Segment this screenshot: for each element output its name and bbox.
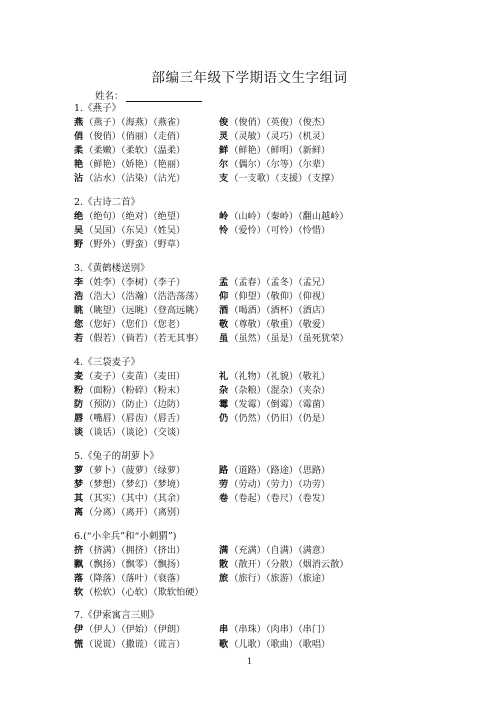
word-row bbox=[74, 276, 434, 290]
word-group: （嘴唇）（唇齿）（唇舌） bbox=[84, 413, 186, 424]
word-row bbox=[74, 224, 434, 238]
word-group: （预防）（防止）（边防） bbox=[84, 398, 186, 410]
word-group: （俊俏）（俏丽）（走俏） bbox=[84, 131, 186, 143]
word-group: （灵敏）（灵巧）（机灵） bbox=[229, 131, 331, 143]
character: 挤 bbox=[74, 544, 84, 556]
word-entry bbox=[74, 276, 219, 290]
character: 敬 bbox=[219, 319, 229, 331]
character: 劳 bbox=[219, 478, 229, 490]
lesson-heading: 5.《兔子的胡萝卜》 bbox=[74, 450, 160, 462]
lesson-heading: 4.《三袋麦子》 bbox=[74, 356, 141, 368]
character: 俊 bbox=[219, 117, 229, 128]
word-row bbox=[74, 210, 434, 224]
word-row bbox=[74, 158, 434, 172]
word-row bbox=[74, 586, 434, 600]
character: 路 bbox=[219, 464, 229, 476]
word-entry bbox=[74, 623, 219, 637]
word-group: （降落）（落叶）（衰落） bbox=[84, 572, 186, 584]
word-entry bbox=[74, 130, 219, 144]
lesson-heading: 3.《黄鹤楼送别》 bbox=[74, 262, 150, 274]
word-group: （劳动）（劳力）（功劳） bbox=[229, 478, 331, 490]
word-entry bbox=[219, 290, 364, 304]
word-group: （山岭）（秦岭）（翻山越岭） bbox=[229, 210, 349, 222]
name-blank-line bbox=[126, 92, 202, 102]
word-row bbox=[74, 558, 434, 572]
word-group: （虽然）（虽是）（虽死犹荣） bbox=[229, 333, 349, 345]
character: 浩 bbox=[74, 290, 84, 302]
lesson-section bbox=[74, 102, 434, 186]
word-entry bbox=[74, 238, 219, 252]
character: 怜 bbox=[219, 225, 229, 237]
word-group: （鲜艳）（娇艳）（艳丽） bbox=[84, 159, 186, 171]
character: 粉 bbox=[74, 384, 84, 396]
word-entry bbox=[219, 224, 364, 238]
word-row bbox=[74, 464, 434, 478]
word-entry bbox=[74, 172, 219, 186]
character: 霉 bbox=[219, 398, 229, 410]
word-group: （野外）（野蛮）（野草） bbox=[84, 239, 186, 251]
word-group: （卷起）（卷尺）（卷发） bbox=[229, 492, 331, 504]
character: 软 bbox=[74, 586, 84, 598]
word-entry bbox=[74, 290, 219, 304]
character: 虽 bbox=[219, 333, 229, 345]
lesson-heading: 6.(“小伞兵”和“小刺猬”) bbox=[74, 530, 177, 542]
lesson-section bbox=[74, 356, 434, 440]
word-group: （燕子）（海燕）（燕雀） bbox=[84, 117, 186, 128]
word-row bbox=[74, 318, 434, 332]
word-row bbox=[74, 623, 434, 637]
word-group: （假若）（倘若）（若无其事） bbox=[84, 333, 204, 345]
word-entry bbox=[219, 238, 364, 252]
word-entry bbox=[74, 464, 219, 478]
lesson-section bbox=[74, 262, 434, 346]
word-group: （旅行）（旅游）（旅途） bbox=[229, 572, 331, 584]
word-entry bbox=[74, 304, 219, 318]
word-group: （杂粮）（混杂）（夹杂） bbox=[229, 384, 331, 396]
word-entry bbox=[219, 572, 364, 586]
word-group: （孟春）（孟冬）（孟兄） bbox=[229, 276, 331, 288]
word-row bbox=[74, 398, 434, 412]
word-entry bbox=[219, 304, 364, 318]
character: 礼 bbox=[219, 370, 229, 382]
word-group: （礼物）（礼貌）（敬礼） bbox=[229, 370, 331, 382]
name-field-row bbox=[95, 88, 202, 102]
word-entry bbox=[74, 506, 219, 520]
word-entry bbox=[219, 586, 364, 600]
word-row bbox=[74, 384, 434, 398]
word-entry bbox=[74, 158, 219, 172]
word-row bbox=[74, 172, 434, 186]
character: 满 bbox=[219, 544, 229, 556]
word-entry bbox=[219, 464, 364, 478]
word-group: （俊俏）（英俊）（俊杰） bbox=[229, 117, 331, 128]
word-group: （挤满）（拥挤）（挤出） bbox=[84, 544, 186, 556]
word-entry bbox=[74, 426, 219, 440]
character: 岭 bbox=[219, 210, 229, 222]
word-row bbox=[74, 426, 434, 440]
character: 您 bbox=[74, 319, 84, 331]
lesson-section bbox=[74, 530, 434, 600]
word-group: （沾水）（沾染）（沾光） bbox=[84, 173, 186, 185]
word-row bbox=[74, 412, 434, 426]
character: 绝 bbox=[74, 210, 84, 222]
word-group: （松软）（心软）（欺软怕硬） bbox=[84, 586, 204, 598]
character: 眺 bbox=[74, 304, 84, 316]
character: 沾 bbox=[74, 173, 84, 185]
character: 其 bbox=[74, 492, 84, 504]
word-group: （麦子）（麦苗）（麦田） bbox=[84, 370, 186, 382]
word-entry bbox=[74, 144, 219, 158]
word-entry bbox=[219, 318, 364, 332]
character: 杂 bbox=[219, 384, 229, 396]
word-group: （面粉）（粉碎）（粉末） bbox=[84, 384, 186, 396]
word-group: （浩大）（浩瀚）（浩浩荡荡） bbox=[84, 290, 204, 302]
word-entry bbox=[74, 332, 219, 346]
word-entry bbox=[219, 506, 364, 520]
word-group: （散开）（分散）（烟消云散） bbox=[229, 558, 349, 570]
word-entry bbox=[74, 224, 219, 238]
word-entry bbox=[219, 130, 364, 144]
lesson-section bbox=[74, 196, 434, 252]
word-row bbox=[74, 572, 434, 586]
word-row bbox=[74, 116, 434, 130]
character: 散 bbox=[219, 558, 229, 570]
character: 离 bbox=[74, 506, 84, 518]
word-group: （喝酒）（酒杯）（酒店） bbox=[229, 304, 331, 316]
word-group: （眺望）（远眺）（登高远眺） bbox=[84, 304, 204, 316]
word-entry bbox=[74, 478, 219, 492]
word-entry bbox=[219, 332, 364, 346]
word-entry bbox=[219, 426, 364, 440]
character: 麦 bbox=[74, 370, 84, 382]
character: 李 bbox=[74, 276, 84, 288]
word-row bbox=[74, 332, 434, 346]
word-entry bbox=[74, 558, 219, 572]
word-group: （仰望）（敬仰）（仰视） bbox=[229, 290, 331, 302]
word-group: （儿歌）（歌曲）（歌唱） bbox=[229, 638, 331, 650]
word-entry bbox=[219, 398, 364, 412]
lesson-section bbox=[74, 609, 434, 651]
word-group: （发霉）（倒霉）（霉菌） bbox=[229, 398, 331, 410]
lesson-heading: 7.《伊索寓言三则》 bbox=[74, 610, 160, 622]
character: 慌 bbox=[74, 638, 84, 650]
character: 孟 bbox=[219, 276, 229, 288]
word-entry bbox=[219, 210, 364, 224]
word-entry bbox=[219, 638, 364, 652]
word-entry bbox=[219, 558, 364, 572]
character: 仍 bbox=[219, 413, 229, 424]
word-row bbox=[74, 492, 434, 506]
character: 伊 bbox=[74, 624, 84, 636]
word-entry bbox=[74, 370, 219, 384]
character: 支 bbox=[219, 173, 229, 185]
character: 萝 bbox=[74, 464, 84, 476]
character: 鲜 bbox=[219, 145, 229, 157]
word-group: （尊敬）（敬重）（敬爱） bbox=[229, 319, 331, 331]
word-entry bbox=[219, 276, 364, 290]
word-group: （分离）（离开）（离别） bbox=[84, 506, 186, 518]
character: 若 bbox=[74, 333, 84, 345]
word-group: （伊人）（伊始）（伊朗） bbox=[84, 624, 186, 636]
word-entry bbox=[219, 370, 364, 384]
word-entry bbox=[219, 116, 364, 130]
word-row bbox=[74, 638, 434, 652]
word-entry bbox=[219, 158, 364, 172]
word-group: （鲜艳）（鲜明）（新鲜） bbox=[229, 145, 331, 157]
word-entry bbox=[219, 492, 364, 506]
character: 仰 bbox=[219, 290, 229, 302]
word-entry bbox=[74, 412, 219, 426]
word-group: （其实）（其中）（其余） bbox=[84, 492, 186, 504]
word-group: （串珠）（肉串）（串门） bbox=[229, 624, 331, 636]
name-label: 姓名： bbox=[95, 91, 124, 102]
word-entry bbox=[219, 144, 364, 158]
page-number: 1 bbox=[246, 657, 253, 666]
word-group: （充满）（自满）（满意） bbox=[229, 544, 331, 556]
word-entry bbox=[74, 116, 219, 130]
word-group: （仍然）（仍旧）（仍是） bbox=[229, 413, 331, 424]
character: 旅 bbox=[219, 572, 229, 584]
word-group: （萝卜）（菠萝）（绿萝） bbox=[84, 464, 186, 476]
lesson-heading: 1.《燕子》 bbox=[74, 103, 122, 114]
character: 歌 bbox=[219, 638, 229, 650]
character: 尔 bbox=[219, 159, 229, 171]
word-entry bbox=[219, 478, 364, 492]
word-group: （偶尔）（尔等）（尔辈） bbox=[229, 159, 331, 171]
character: 防 bbox=[74, 398, 84, 410]
word-group: （柔嫩）（柔软）（温柔） bbox=[84, 145, 186, 157]
word-group: （飘扬）（飘零）（飘扬） bbox=[84, 558, 186, 570]
word-row bbox=[74, 478, 434, 492]
word-entry bbox=[74, 586, 219, 600]
character: 梦 bbox=[74, 478, 84, 490]
character: 灵 bbox=[219, 131, 229, 143]
character: 唇 bbox=[74, 413, 84, 424]
word-entry bbox=[219, 384, 364, 398]
word-group: （说谎）（撒谎）（谎言） bbox=[84, 638, 186, 650]
lesson-section bbox=[74, 450, 434, 520]
word-entry bbox=[219, 544, 364, 558]
word-row bbox=[74, 304, 434, 318]
word-group: （吴国）（东吴）（姓吴） bbox=[84, 225, 186, 237]
word-entry bbox=[74, 544, 219, 558]
page-title: 部编三年级下学期语文生字组词 bbox=[151, 70, 348, 86]
word-row bbox=[74, 544, 434, 558]
word-entry bbox=[74, 318, 219, 332]
word-group: （梦想）（梦幻）（梦境） bbox=[84, 478, 186, 490]
character: 串 bbox=[219, 624, 229, 636]
character: 俏 bbox=[74, 131, 84, 143]
word-group: （绝句）（绝对）（绝望） bbox=[84, 210, 186, 222]
word-entry bbox=[74, 638, 219, 652]
character: 艳 bbox=[74, 159, 84, 171]
word-entry bbox=[219, 623, 364, 637]
character: 吴 bbox=[74, 225, 84, 237]
word-group: （道路）（路途）（思路） bbox=[229, 464, 331, 476]
character: 飘 bbox=[74, 558, 84, 570]
word-group: （爱怜）（可怜）（怜惜） bbox=[229, 225, 331, 237]
word-group: （一支歌）（支援）（支撑） bbox=[229, 173, 340, 185]
word-row bbox=[74, 506, 434, 520]
word-group: （谈话）（谈论）（交谈） bbox=[84, 427, 186, 439]
character: 野 bbox=[74, 239, 84, 251]
word-group: （您好）（您们）（您老） bbox=[84, 319, 186, 331]
word-entry bbox=[74, 492, 219, 506]
word-row bbox=[74, 130, 434, 144]
word-entry bbox=[74, 210, 219, 224]
character: 卷 bbox=[219, 492, 229, 504]
character: 燕 bbox=[74, 117, 84, 128]
lesson-heading: 2.《古诗二首》 bbox=[74, 196, 141, 208]
word-row bbox=[74, 290, 434, 304]
character: 柔 bbox=[74, 145, 84, 157]
word-entry bbox=[74, 572, 219, 586]
word-row bbox=[74, 238, 434, 252]
word-entry bbox=[74, 384, 219, 398]
word-list-content bbox=[74, 102, 434, 661]
character: 酒 bbox=[219, 304, 229, 316]
character: 落 bbox=[74, 572, 84, 584]
word-row bbox=[74, 370, 434, 384]
word-entry bbox=[74, 398, 219, 412]
character: 谈 bbox=[74, 427, 84, 439]
word-row bbox=[74, 144, 434, 158]
word-entry bbox=[219, 412, 364, 426]
word-group: （姓李）（李树）（李子） bbox=[84, 276, 186, 288]
word-entry bbox=[219, 172, 364, 186]
